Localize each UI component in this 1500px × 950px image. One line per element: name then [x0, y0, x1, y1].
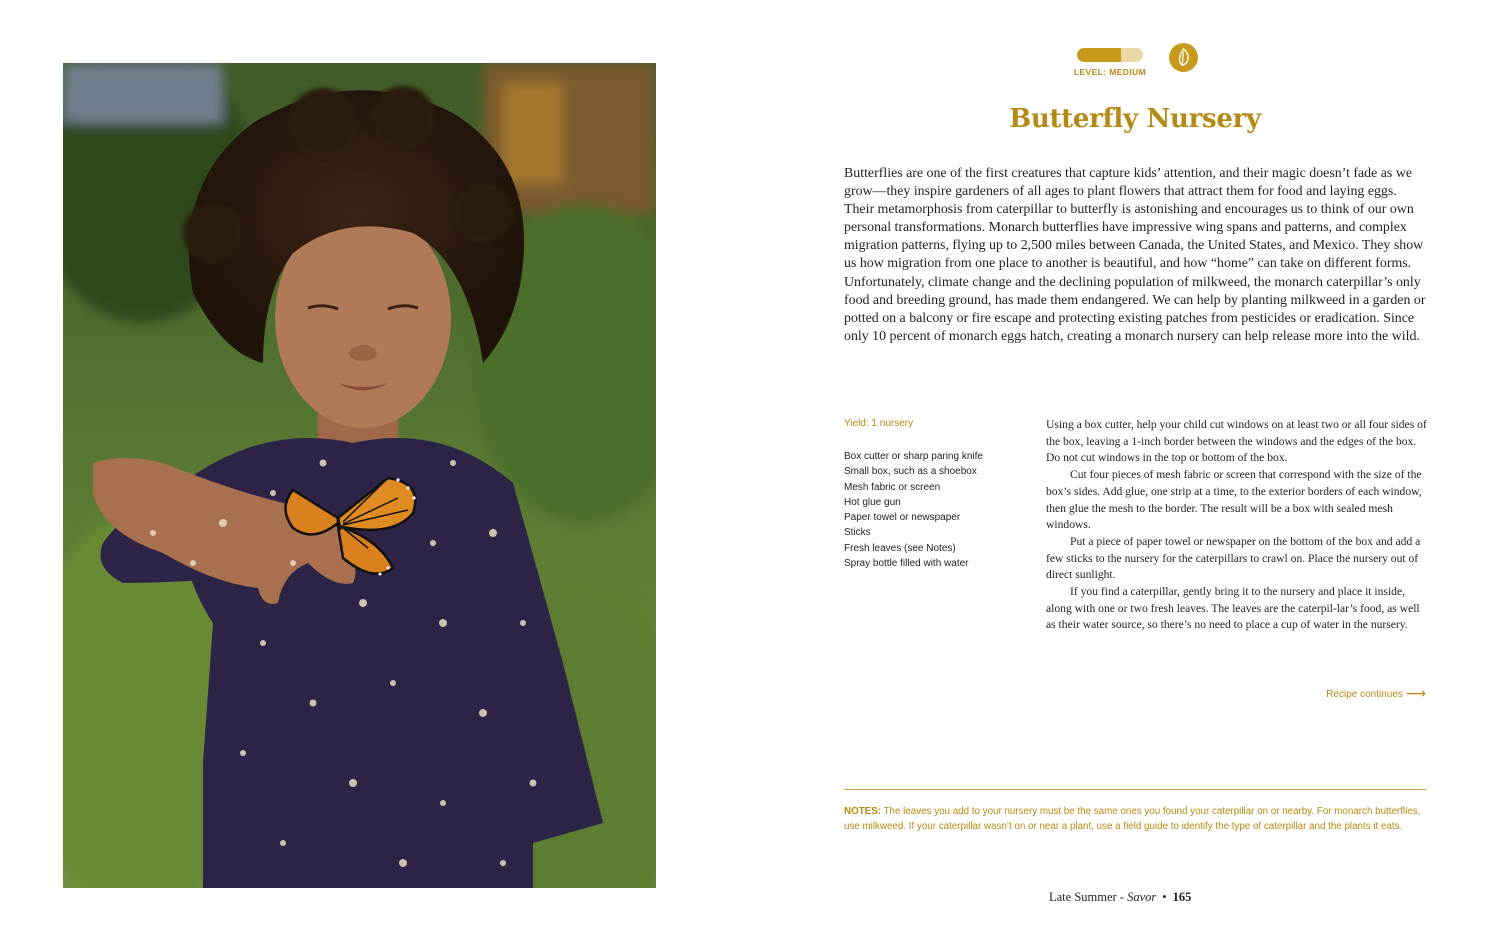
list-item: Spray bottle filled with water	[844, 558, 969, 570]
step-paragraph: Put a piece of paper towel or newspaper on the bottom of the box and add a few sticks to the nursery for the caterpillars to crawl on. Place the nursery out of direct sunlight.	[1046, 534, 1421, 582]
page-number: 165	[1172, 890, 1192, 904]
level-label: LEVEL: MEDIUM	[1073, 67, 1147, 77]
page-footer	[1049, 890, 1191, 905]
child-with-butterfly-photo	[63, 63, 656, 888]
step-paragraph: If you find a caterpillar, gently bring it to the nursery and place it inside, along with one or two fresh leaves. The leaves are the caterpil-lar’s food, as well as their water source, so there’s no need to place a cup of water in the nursery.	[1046, 585, 1420, 632]
level-meter	[1077, 48, 1143, 62]
list-item: Paper towel or newspaper	[844, 512, 961, 524]
section-name: Late Summer -	[1049, 890, 1128, 904]
page-title: Butterfly Nursery	[1009, 104, 1261, 134]
materials-list	[844, 449, 983, 571]
step-paragraph: Cut four pieces of mesh fabric or screen that correspond with the size of the box’s sides. Add glue, one strip at a time, to the exterior borders of each window, then glue the mesh to the border. The result will be a box with sealed mesh windows.	[1046, 468, 1422, 532]
list-item: Small box, such as a shoebox	[844, 466, 977, 478]
instructions	[1046, 417, 1427, 634]
recipe-continues-label: Recipe continues	[1326, 689, 1403, 700]
difficulty-level	[1070, 48, 1150, 77]
notes	[844, 804, 1426, 835]
level-meter-fill	[1077, 48, 1121, 62]
list-item: Hot glue gun	[844, 496, 901, 508]
divider	[844, 789, 1426, 790]
list-item: Mesh fabric or screen	[844, 481, 941, 493]
recipe-continues-link[interactable]	[1296, 685, 1426, 702]
photo-illustration	[63, 63, 656, 888]
list-item: Box cutter or sharp paring knife	[844, 451, 983, 462]
separator: •	[1162, 890, 1167, 904]
list-item: Fresh leaves (see Notes)	[844, 542, 956, 554]
arrow-right-icon: ⟶	[1405, 685, 1426, 701]
intro-paragraph: Butterflies are one of the first creatures that capture kids’ attention, and their magic doesn’t fade as we grow—they inspire gardeners of all ages to plant flowers that attract them for food and laying eggs. Their metamorphosis from caterpillar to butterfly is astonishing and encourages us to think of our own personal transformations. Monarch butterflies have impressive wing spans and patterns, and complex migration patterns, flying up to 2,500 miles between Canada, the United States, and Mexico. They show us how migration from one place to another is beautiful, and how “home” can take on different forms. Unfortunately, climate change and the declining population of milkweed, the monarch caterpillar’s only food and breeding ground, has made them endangered. We can help by planting milkweed in a garden or potted on a balcony or fire escape and protecting existing patches from pesticides or eradication. Since only 10 percent of monarch eggs hatch, creating a monarch nursery can help release more into the wild.	[844, 166, 1426, 344]
yield-label: Yield: 1 nursery	[844, 418, 914, 429]
step-paragraph: Using a box cutter, help your child cut windows on at least two or all four sides of the box, leaving a 1-inch border between the windows and the edges of the box. Do not cut windows in the top or bottom of the box.	[1046, 418, 1427, 465]
list-item: Sticks	[844, 527, 871, 539]
notes-label: NOTES:	[844, 806, 882, 817]
leaf-icon	[1169, 43, 1198, 72]
chapter-name: Savor	[1127, 890, 1157, 904]
notes-text: The leaves you add to your nursery must be the same ones you found your caterpillar on or nearby. For monarch butterflies, use milkweed. If your caterpillar wasn’t on or near a plant, use a field guide to identify the type of caterpillar and the plants it eats.	[844, 806, 1421, 833]
